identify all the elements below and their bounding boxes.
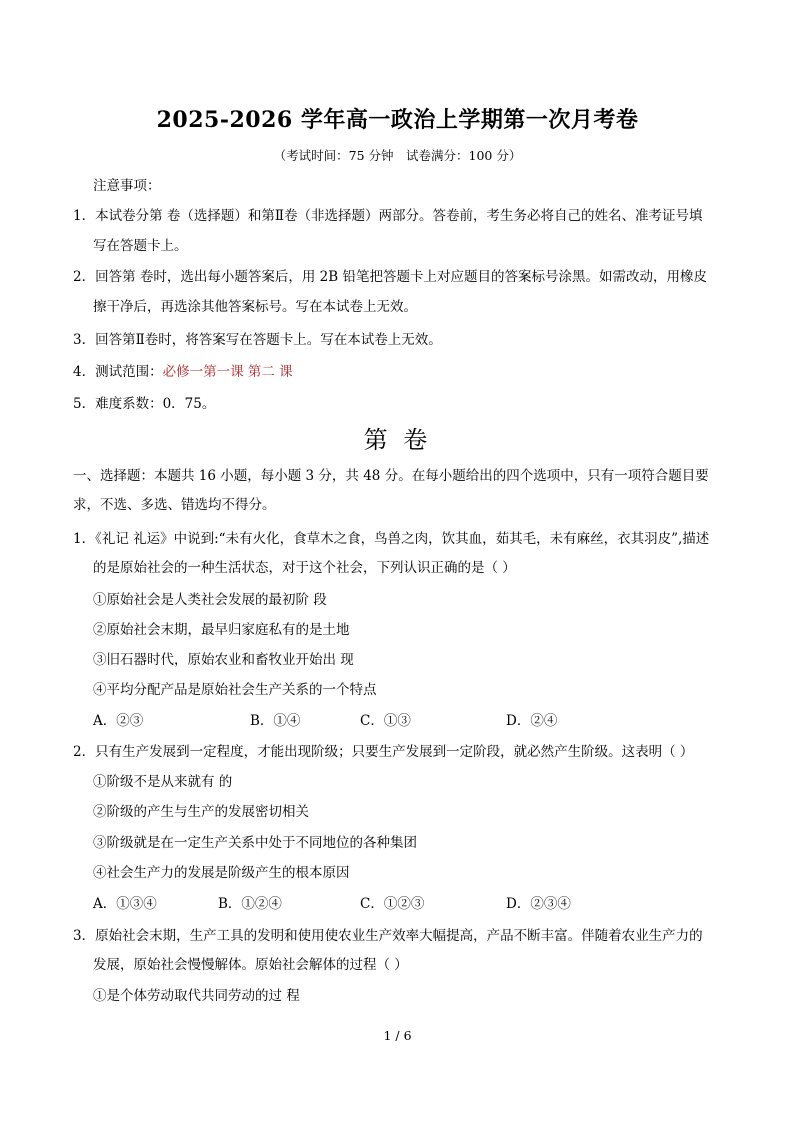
statement: ①阶级不是从来就有 的 — [93, 774, 233, 790]
statement: ①是个体劳动取代共同劳动的过 程 — [93, 988, 300, 1004]
statement: ②原始社会末期，最早归家庭私有的是土地 — [93, 622, 350, 638]
option-c: C．①③ — [360, 713, 411, 729]
section-intro: 一、选择题：本题共 16 小题，每小题 3 分，共 48 分。在每小题给出的四个选项中，只有一项符合题目要 — [73, 468, 709, 484]
statement: ③阶级就是在一定生产关系中处于不同地位的各种集团 — [93, 835, 417, 851]
option-d: D．②③④ — [506, 896, 571, 912]
question-stem: 《礼记 礼运》中说到:“未有火化，食草木之食，鸟兽之肉，饮其血，茹其毛，未有麻丝，衣其羽皮”,描述 — [95, 531, 710, 547]
statement: ②阶级的产生与生产的发展密切相关 — [93, 804, 309, 820]
notice-item-5 — [73, 394, 215, 414]
question-stem-cont: 发展，原始社会慢慢解体。原始社会解体的过程（ ） — [93, 957, 408, 973]
section-title: 第 卷 — [363, 426, 432, 454]
statement: ④社会生产力的发展是阶级产生的根本原因 — [93, 865, 350, 881]
test-scope: 必修一第一课 第二 课 — [162, 364, 293, 380]
option-b: B．①②④ — [218, 896, 282, 912]
notice-item-4 — [73, 362, 293, 382]
statement: ①原始社会是人类社会发展的最初阶 段 — [93, 592, 327, 608]
notice-num: 1． — [73, 208, 96, 224]
notice-text: 本试卷分第 卷（选择题）和第Ⅱ卷（非选择题）两部分。答卷前，考生务必将自己的姓名、准考证号填 — [95, 208, 703, 224]
question-stem-cont: 的是原始社会的一种生活状态，对于这个社会，下列认识正确的是（ ） — [93, 560, 516, 576]
page-title: 2025-2026 学年高一政治上学期第一次月考卷 — [156, 107, 639, 133]
notice-text: 测试范围： — [95, 364, 163, 380]
question-1 — [73, 529, 709, 549]
notice-num: 5． — [73, 396, 96, 412]
question-3 — [73, 926, 703, 946]
question-num: 1． — [73, 531, 96, 547]
statement: ③旧石器时代，原始农业和畜牧业开始出 现 — [93, 652, 354, 668]
notice-num: 3． — [73, 332, 96, 348]
option-a: A．②③ — [93, 713, 144, 729]
notice-item-1 — [73, 206, 703, 226]
notice-item-3 — [73, 330, 442, 350]
statement: ④平均分配产品是原始社会生产关系的一个特点 — [93, 682, 377, 698]
question-num: 2． — [73, 744, 96, 760]
notice-item-2-cont: 擦干净后，再选涂其他答案标号。写在本试卷上无效。 — [93, 299, 417, 315]
page-number: 1 / 6 — [383, 1028, 412, 1043]
question-num: 3． — [73, 928, 96, 944]
question-2 — [73, 742, 693, 762]
notice-text: 回答第 卷时，选出每小题答案后，用 2B 铅笔把答题卡上对应题目的答案标号涂黑。如需改动，用橡皮 — [95, 269, 707, 285]
question-stem: 原始社会末期，生产工具的发明和使用使农业生产效率大幅提高，产品不断丰富。伴随着农业生产力的 — [95, 928, 703, 944]
notice-num: 4． — [73, 364, 96, 380]
option-a: A．①③④ — [93, 896, 157, 912]
exam-subtitle: （考试时间：75 分钟 试卷满分：100 分） — [273, 148, 522, 163]
option-d: D．②④ — [506, 713, 558, 729]
option-b: B．①④ — [250, 713, 301, 729]
section-intro-cont: 求，不选、多选、错选均不得分。 — [73, 497, 276, 513]
question-stem: 只有生产发展到一定程度，才能出现阶级；只要生产发展到一定阶段，就必然产生阶级。这表明（ ） — [95, 744, 694, 760]
notice-item-1-cont: 写在答题卡上。 — [93, 238, 188, 254]
notice-item-2 — [73, 267, 707, 287]
notice-text: 回答第Ⅱ卷时，将答案写在答题卡上。写在本试卷上无效。 — [95, 332, 442, 348]
notice-num: 2． — [73, 269, 96, 285]
option-c: C．①②③ — [360, 896, 425, 912]
notice-heading: 注意事项： — [93, 178, 161, 194]
notice-text: 难度系数：0．75。 — [95, 396, 216, 412]
